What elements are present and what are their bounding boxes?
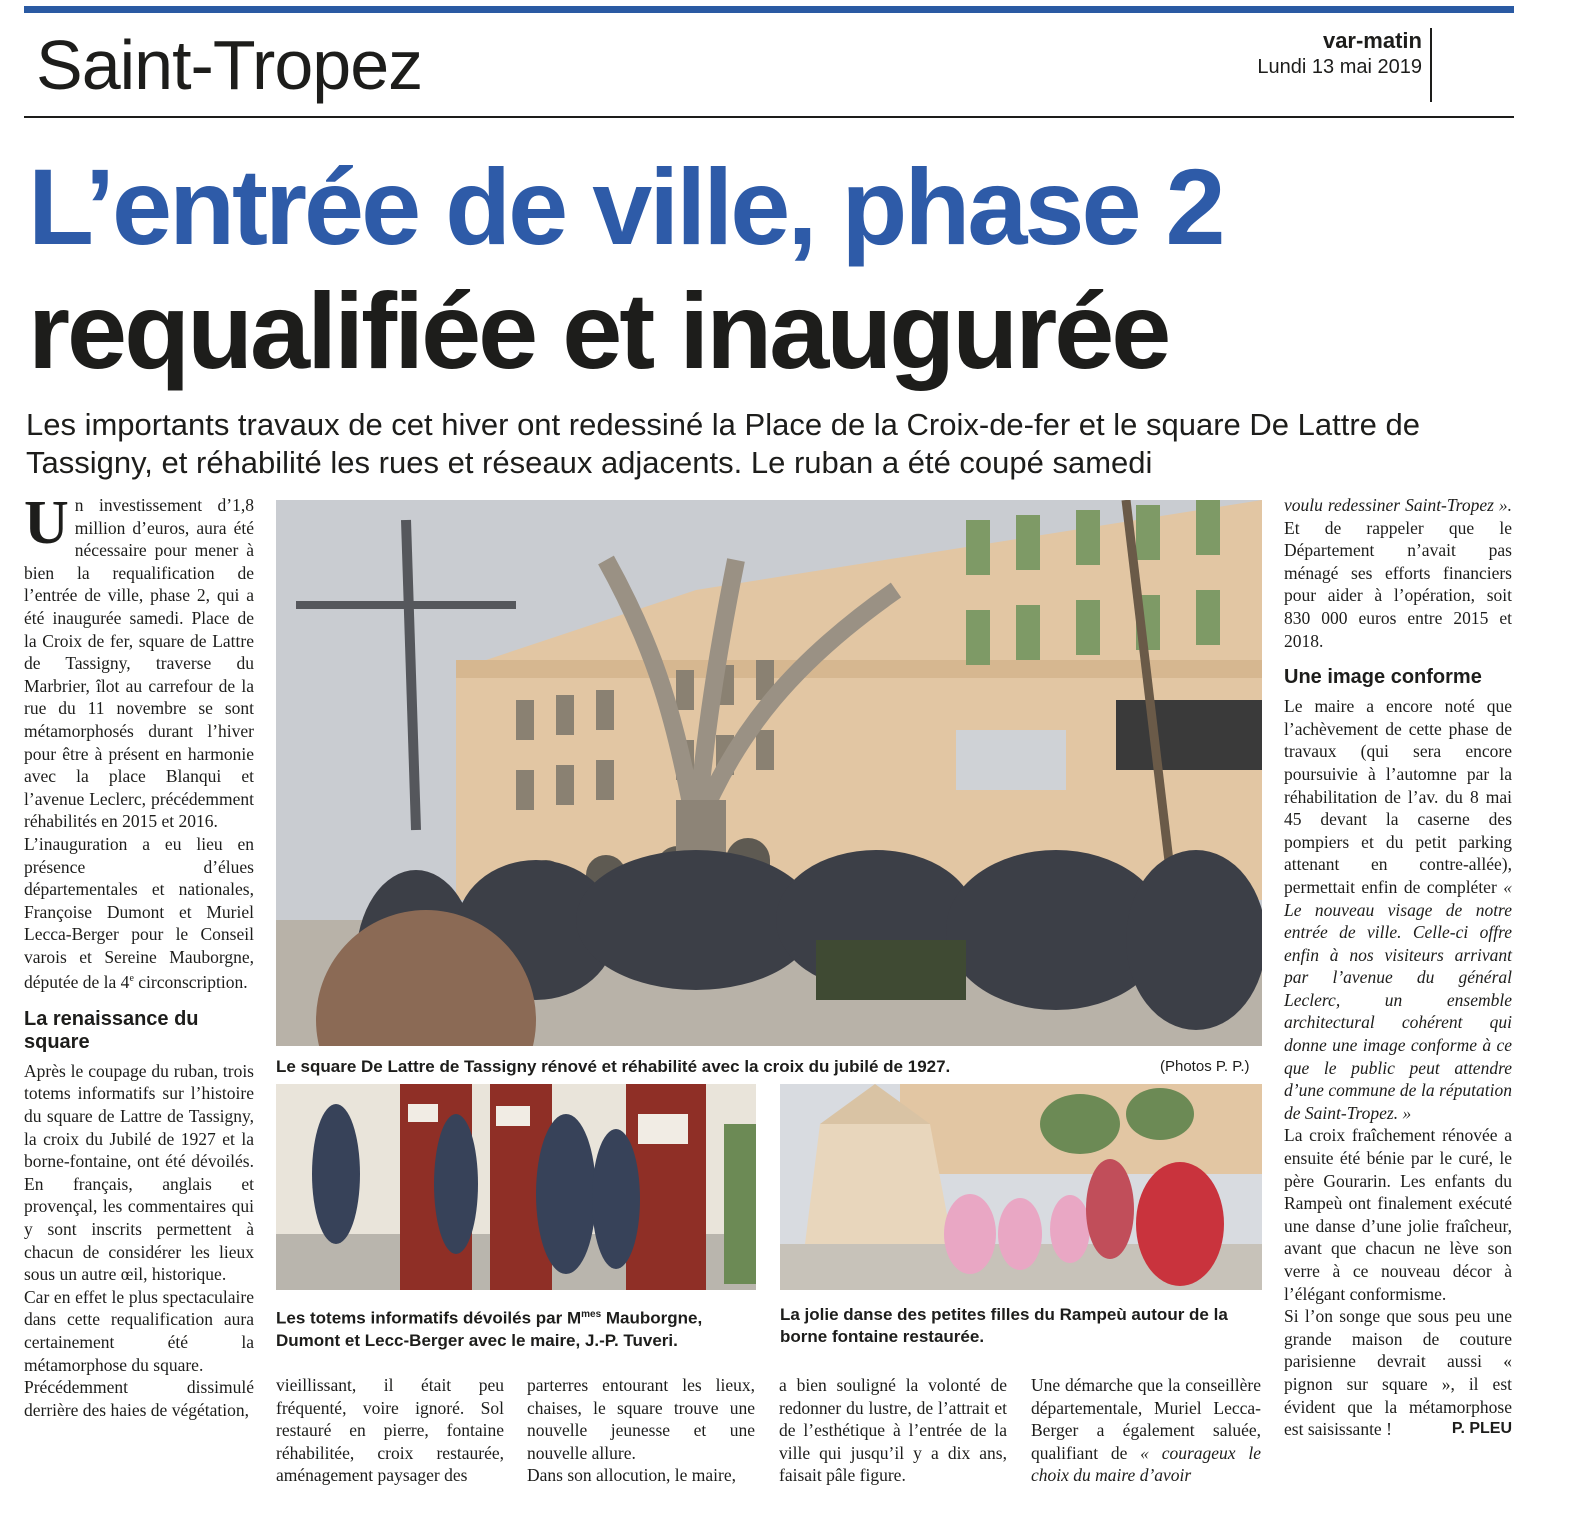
header-rule [24, 116, 1514, 118]
masthead-divider [1430, 28, 1432, 102]
masthead [1257, 28, 1422, 80]
paragraph: Une démarche que la conseillère départementale, Muriel Lecca-Berger a également saluée, qualifiant de [1031, 1375, 1261, 1463]
paragraph: Précédemment dissimulé derrière des haies de végétation, [24, 1377, 254, 1420]
main-photo-illustration [276, 500, 1262, 1046]
main-photo [276, 500, 1262, 1046]
headline-line-1: L’entrée de ville, phase 2 [28, 146, 1223, 267]
article-column-5 [1031, 1374, 1261, 1487]
paragraph: L’inauguration a eu lieu en présence d’élues départementales et nationales, Françoise Dumont et Muriel Lecca-Berger pour le Conseil varois et Sereine Mauborgne, députée de la 4 [24, 833, 254, 993]
subheading: La renaissance du square [24, 1007, 199, 1053]
paragraph: Le maire a encore noté que l’achèvement de cette phase de travaux (qui sera encore poursuivie à l’automne par la réhabilitation de l’av. du 8 mai 45 devant la caserne des pompiers et du petit parking attenant en contre-allée), permettait enfin de compléter [1284, 696, 1512, 897]
totems-photo-illustration [276, 1084, 756, 1290]
caption-text-end: Mauborgne, Dumont et Lecc-Berger avec le maire, J.-P. Tuveri. [276, 1308, 703, 1350]
dance-photo-illustration [780, 1084, 1262, 1290]
quote: voulu redessiner Saint-Tropez ». [1284, 495, 1512, 515]
paragraph: parterres entourant les lieux, chaises, le square trouve une nouvelle jeunesse et une nouvelle allure. [527, 1375, 755, 1463]
caption-text: Les totems informatifs dévoilés par M [276, 1308, 582, 1328]
paragraph: vieillissant, il était peu fréquenté, voire ignoré. Sol restauré en pierre, fontaine réhabilitée, croix restaurée, aménagement paysager des [276, 1375, 504, 1486]
author-signature: P. PLEU [1451, 1420, 1512, 1438]
paragraph-end: circonscription. [133, 972, 248, 993]
newspaper-name: var-matin [1322, 28, 1422, 53]
paragraph: Après le coupage du ruban, trois totems informatifs sur l’histoire du square de Lattre de Tassigny, la croix du Jubilé de 1927 et la borne-fontaine, ont été dévoilés. En français, anglais et provençal, les commentaires qui y sont inscrits permettent à chacun de considérer les lieux sous un autre œil, historique. [24, 1060, 254, 1285]
paragraph: Car en effet le plus spectaculaire dans cette requalification aura certainement été la métamorphose du square. [24, 1286, 254, 1375]
main-photo-caption: Le square De Lattre de Tassigny rénové et réhabilité avec la croix du jubilé de 1927. [276, 1057, 951, 1076]
drop-cap: U [24, 489, 69, 557]
dance-photo-caption: La jolie danse des petites filles du Rampeù autour de la borne fontaine restaurée. [780, 1305, 1228, 1346]
paragraph: n investissement d’1,8 million d’euros, aura été nécessaire pour mener à bien la requalification de l’entrée de ville, phase 2, qui a été inaugurée samedi. Place de la Croix de fer, square de Lattre de Tassigny, traverse du Marbrier, îlot au carrefour de la rue du 11 novembre se sont métamorphosés durant l’hiver pour être à présent en harmonie avec la place Blanqui et l’avenue Leclerc, précédemment réhabilités en 2015 et 2016. [24, 495, 254, 832]
paragraph: La croix fraîchement rénovée a ensuite été bénie par le curé, le père Gourarin. Les enfants du Rampeù ont finalement exécuté une danse d’une jolie fraîcheur, avant que chacun ne lève son verre à ce nouveau décor à l’élégant conformisme. [1284, 1125, 1512, 1304]
article-column-3 [527, 1374, 755, 1487]
paragraph: Dans son allocution, le maire, [527, 1465, 736, 1486]
section-title: Saint-Tropez [36, 26, 423, 104]
article-lede: Les importants travaux de cet hiver ont redessiné la Place de la Croix-de-fer et le square De Lattre de Tassigny, et réhabilité les rues et réseaux adjacents. Le ruban a été coupé samedi [26, 407, 1421, 480]
totems-photo-caption [276, 1304, 758, 1352]
paragraph: Si l’on songe que sous peu une grande maison de couture parisienne devrait aussi « pignon sur square », il est évident que la métamorphose est saisissante ! [1284, 1306, 1512, 1440]
caption-superscript: mes [581, 1309, 602, 1320]
article-column-1 [24, 489, 254, 1421]
quote: « Le nouveau visage de notre entrée de ville. Celle-ci offre enfin à nos visiteurs arrivant par l’avenue du général Leclerc, un ensemble architectural cohérent qui donne une image conforme à ce que le public peut attendre d’une commune de la réputation de Saint-Tropez. » [1284, 876, 1512, 1123]
paragraph: a bien souligné la volonté de redonner du lustre, de l’attrait et de l’esthétique à l’entrée de la ville qui jusqu’il y a dix ans, faisait pâle figure. [779, 1375, 1007, 1486]
superscript: e [129, 973, 134, 985]
headline-line-2: requalifiée et inaugurée [28, 270, 1169, 391]
photo-credit: (Photos P. P.) [1160, 1058, 1250, 1075]
quote: « courageux le choix du maire d’avoir [1031, 1442, 1261, 1486]
article-column-2 [276, 1374, 504, 1487]
dance-photo [780, 1084, 1262, 1290]
article-column-6 [1284, 494, 1512, 1441]
article-column-4 [779, 1374, 1007, 1487]
paragraph: Et de rappeler que le Département n’avait pas ménagé ses efforts financiers pour aider à l’opération, soit 830 000 euros entre 2015 et 2018. [1284, 517, 1512, 651]
top-accent-bar [24, 6, 1514, 13]
totems-photo [276, 1084, 756, 1290]
issue-date: Lundi 13 mai 2019 [1257, 56, 1422, 78]
subheading: Une image conforme [1284, 666, 1482, 689]
